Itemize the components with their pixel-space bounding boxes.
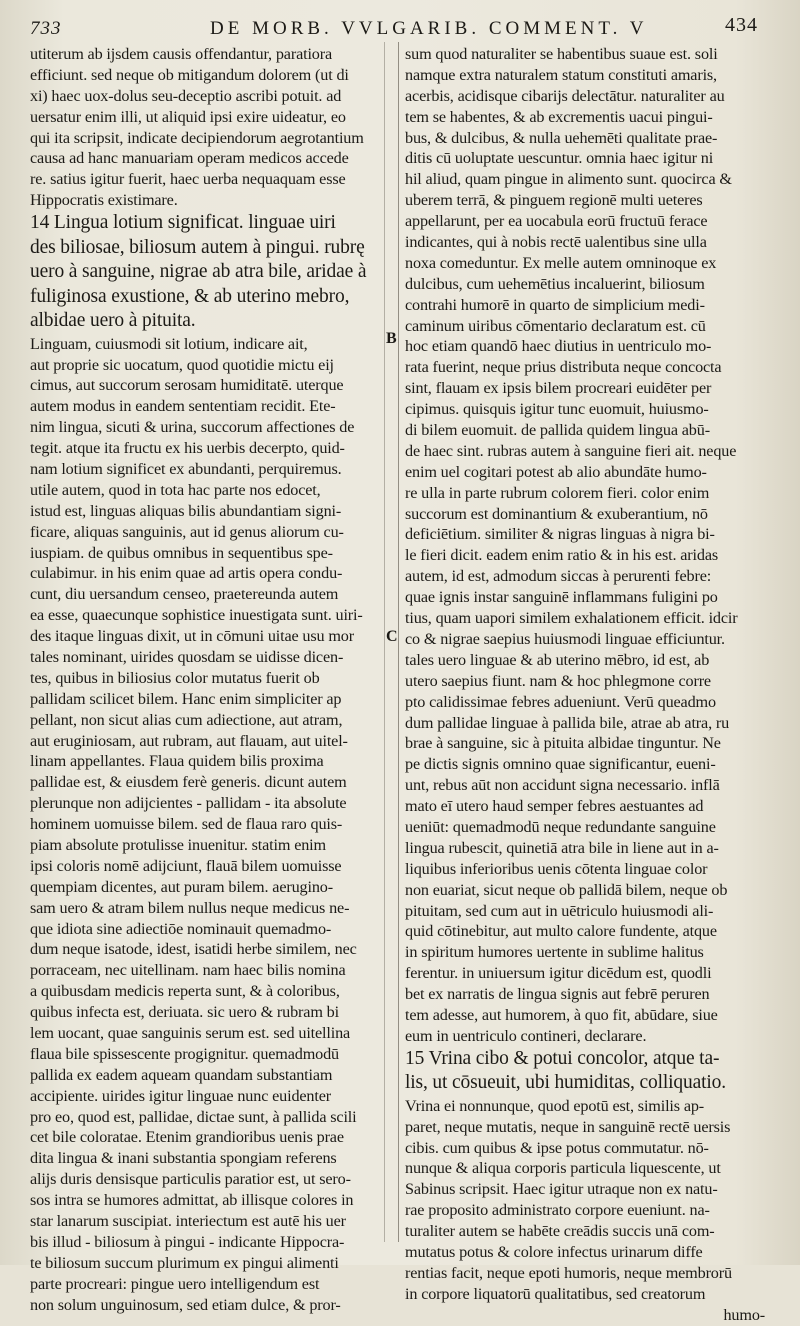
- text-line: paret, neque mutatis, neque in sanguinē rectē uersis: [405, 1117, 731, 1136]
- text-line: nam lotium significet ex abundanti, perquiremus.: [30, 459, 342, 478]
- text-line: aut proprie sic uocatum, quod quotidie mictu eij: [30, 355, 334, 374]
- text-line: albidae uero à pituita.: [30, 310, 196, 332]
- text-line: sum quod naturaliter se habentibus suaue est. soli: [405, 45, 718, 63]
- text-line: hoc etiam quandō haec diutius in uentriculo mo-: [405, 337, 712, 356]
- text-line: humo-: [723, 1305, 765, 1324]
- running-title: DE MORB. VVLGARIB. COMMENT. V: [210, 18, 648, 39]
- text-line: dita lingua & inani substantia spongiam referens: [30, 1149, 337, 1168]
- text-line: Hippocratis existimare.: [30, 191, 178, 210]
- text-line: a quibusdam medicis reperta sunt, & à coloribus,: [30, 982, 340, 1001]
- text-line: plerunque non adijcientes - pallidam - ita absolute: [30, 794, 347, 813]
- text-line: quibus infecta est, deriuata. sic uero & rubram bi: [30, 1003, 339, 1022]
- text-line: appellarunt, per ea uocabula eorū fructuū ferace: [405, 212, 708, 231]
- text-line: piam absolute protulisse inuenitur. statim enim: [30, 836, 326, 854]
- text-line: que idiota sine adiectiōe nominauit quemadmo-: [30, 919, 332, 938]
- text-line: noxa comeduntur. Ex melle autem omninoque ex: [405, 253, 717, 272]
- text-line: dum pallidae linguae à pallida bile, atrae ab atra, ru: [405, 713, 730, 732]
- column-rule-right: [398, 42, 399, 1242]
- text-line: porraceam, nec uitellinam. nam haec bilis nomina: [30, 961, 346, 980]
- text-line: nim lingua, sicuti & urina, succorum affectiones de: [30, 418, 355, 437]
- text-line: Sabinus scripsit. Haec igitur utraque non ex natu-: [405, 1180, 718, 1199]
- text-line: star lanarum suscipiat. interiectum est autē his uer: [30, 1212, 346, 1231]
- text-line: pallidae est, & eiusdem ferè generis. dicunt autem: [30, 773, 347, 792]
- text-line: bus, & dulcibus, & nulla uehemēti qualitate prae-: [405, 128, 718, 147]
- text-line: rentias facit, neque epoti humoris, neque membrorū: [405, 1263, 732, 1282]
- text-line: bis illud - biliosum à pingui - indicante Hippocra-: [30, 1232, 345, 1251]
- text-line: ipsi coloris nomē adijciunt, flauā bilem uomuisse: [30, 856, 342, 875]
- text-line: sos intra se humores admittat, ab illisque colores in: [30, 1191, 354, 1210]
- text-line: des itaque linguas dixit, ut in cōmuni uitae usu mor: [30, 627, 354, 646]
- text-line: brae à sanguine, sic à pituita albidae tinguntur. Ne: [405, 734, 721, 753]
- page-header: [30, 8, 780, 38]
- text-line: non solum unguinosum, sed etiam dulce, & pror-: [30, 1295, 341, 1314]
- text-line: lis, ut cōsueuit, ubi humiditas, colliquatio.: [405, 1072, 726, 1094]
- text-line: parte procreari: pingue uero intelligendum est: [30, 1274, 320, 1293]
- text-line: deficiētium. similiter & nigras linguas à nigra bi-: [405, 525, 715, 544]
- text-line: autem, id est, admodum siccas à perurenti febre:: [405, 567, 712, 586]
- text-line: enim uel cogitari potest ab alio abundāte humo-: [405, 462, 707, 481]
- text-line: ueniūt: quemadmodū neque redundante sanguine: [405, 817, 716, 836]
- text-line: succorum est dominantium & exuberantium, nō: [405, 504, 708, 523]
- folio-number-right: 434: [725, 14, 758, 36]
- text-line: tem se habentes, & ab excrementis uacui pingui-: [405, 107, 713, 126]
- text-line: rata fuerint, neque prius distributa neque concocta: [405, 358, 722, 377]
- text-line: tegit. atque ita fructu ex his uerbis decerpto, quid-: [30, 439, 345, 458]
- text-line: di bilem euomuit. de pallida quidem lingua abū-: [405, 421, 710, 440]
- text-line: ficare, aliquas sanguinis, aut id genus aliorum cu-: [30, 522, 344, 541]
- text-line: uberem terrā, & pinguem regionē multi ueteres: [405, 191, 703, 210]
- text-line: pro eo, quod est, pallidae, dictae sunt, à pallida scili: [30, 1107, 357, 1126]
- text-line: 14 Lingua lotium significat. linguae uiri: [30, 212, 336, 234]
- text-line: le fieri dicit. eadem enim ratio & in his est. aridas: [405, 546, 719, 565]
- text-line: pallidam scilicet bilem. Hanc enim simpliciter ap: [30, 689, 342, 708]
- text-line: culabimur. in his enim quae ad artis opera condu-: [30, 564, 343, 583]
- text-line: te biliosum succum plurimum ex pingui alimenti: [30, 1253, 339, 1272]
- text-line: pe dictis signis omnino quae significantur, eueni-: [405, 755, 716, 774]
- text-line: unt, rebus aūt non accidunt signa necessario. inflā: [405, 776, 720, 795]
- text-line: pallida ex eadem aqueam quandam substantiam: [30, 1065, 333, 1084]
- text-line: fuliginosa exustione, & ab uterino mebro,: [30, 285, 350, 307]
- text-line: turaliter autem se habēte creādis succis unā com-: [405, 1222, 715, 1241]
- text-line: non euariat, sicut neque ob pallidā bilem, neque ob: [405, 880, 728, 899]
- text-line: autem modus in eandem sententiam recidit. Ete-: [30, 397, 336, 416]
- text-line: cimus, aut succorum serosam humiditatē. uterque: [30, 376, 344, 395]
- text-line: ferentur. in uniuersum igitur dicēdum est, quodli: [405, 964, 712, 983]
- text-line: re ulla in parte rubrum colorem fieri. color enim: [405, 483, 710, 502]
- text-line: namque extra naturalem statum constituti amaris,: [405, 65, 717, 84]
- text-line: hominem uomuisse bilem. sed de flaua raro quis-: [30, 815, 343, 834]
- text-line: Linguam, cuiusmodi sit lotium, indicare ait,: [30, 334, 308, 353]
- text-line: aut eruginiosam, aut rubram, aut flauam, aut uitel-: [30, 731, 348, 750]
- text-line: causa ad hanc manuariam operam medicos accede: [30, 149, 349, 168]
- text-line: bet ex narratis de lingua signis aut febrē peruren: [405, 985, 710, 1004]
- text-line: tius, quam uapori similem exhalationem efficit. idcir: [405, 609, 738, 628]
- text-line: sam uero & atram bilem nullus neque medicus ne-: [30, 898, 350, 917]
- folio-number-left: 733: [30, 18, 62, 39]
- text-line: eum in uentriculo contineri, declarare.: [405, 1026, 647, 1045]
- text-line: alijs duris densisque particulis paratior est, ut sero-: [30, 1170, 351, 1189]
- text-line: ea esse, quaecunque sophistice inuestigata sunt. uiri-: [30, 606, 363, 625]
- column-rule-left: [384, 42, 385, 1242]
- text-line: nunque & aliqua corporis particula liquescente, ut: [405, 1159, 721, 1178]
- text-line: mato eī utero haud semper febres aestuantes ad: [405, 797, 704, 816]
- text-line: quid cōtinebitur, aut multo calore fundente, atque: [405, 922, 717, 941]
- text-line: in spiritum humores uertente in sublime halitus: [405, 943, 704, 962]
- text-line: cet bile coloratae. Etenim grandioribus uenis prae: [30, 1128, 344, 1147]
- text-line: uersatur enim illi, ut aliquid ipsi exire uideatur, eo: [30, 107, 346, 126]
- text-line: flaua bile spissescente progignitur. quemadmodū: [30, 1044, 339, 1063]
- text-line: cunt, diu uersandum censeo, praetereunda autem: [30, 585, 339, 604]
- margin-letter-b: B: [386, 330, 397, 347]
- text-line: utero saepius fiunt. nam & hoc phlegmone corre: [405, 671, 711, 690]
- text-line: hil aliud, quam pingue in alimento sunt. quocirca &: [405, 170, 732, 189]
- text-line: quae ignis instar sanguinē inflammans fuligini po: [405, 588, 718, 607]
- text-line: Vrina ei nonnunque, quod epotū est, similis ap-: [405, 1096, 705, 1115]
- text-line: sint, flauam ex ipsis bilem procreari euidēter per: [405, 379, 712, 398]
- text-line: efficiunt. sed neque ob mitigandum dolorem (ut di: [30, 65, 349, 84]
- text-line: quempiam dicentes, aut puram bilem. aerugino-: [30, 877, 333, 896]
- text-line: pto calidissimae febres adueniunt. Verū queadmo: [405, 692, 716, 711]
- text-line: mutatus potus & colore infectus urinarum diffe: [405, 1242, 703, 1261]
- text-column-right: [405, 44, 765, 1326]
- text-line: qui ita scripsit, indicate decipiendorum aegrotantium: [30, 128, 364, 147]
- text-line: lem uocant, quae sanguinis serum est. sed uitellina: [30, 1024, 351, 1043]
- text-line: pituitam, sed cum aut in uētriculo huiusmodi ali-: [405, 901, 714, 920]
- text-line: caminum uiribus cōmentario declaratum est. cū: [405, 316, 706, 335]
- text-line: indicantes, qui à nobis rectē ualentibus sine ulla: [405, 233, 707, 252]
- text-line: rae proposito administrato corpore eueniunt. na-: [405, 1201, 710, 1220]
- text-line: tes, quibus in biliosius color mutatus fuerit ob: [30, 668, 320, 687]
- text-line: acerbis, acidisque cibarijs delectātur. naturaliter au: [405, 86, 725, 105]
- text-line: ditis cū uoluptate uescuntur. omnia haec igitur ni: [405, 149, 714, 168]
- text-line: utile autem, quod in tota hac parte nos edocet,: [30, 480, 321, 499]
- text-line: lingua rubescit, quinetiā atra bile in liene aut in a-: [405, 838, 719, 857]
- text-line: 15 Vrina cibo & potui concolor, atque ta-: [405, 1047, 720, 1069]
- text-line: iuspiam. de quibus omnibus in sequentibus spe-: [30, 543, 333, 562]
- text-line: xi) haec uox-dolus seu-deceptio ascribi potuit. ad: [30, 86, 342, 105]
- text-line: liquibus inferioribus uenis cōtenta linguae color: [405, 859, 708, 878]
- text-line: re. satius igitur fuerit, haec uerba nequaquam esse: [30, 170, 346, 189]
- margin-letter-c: C: [386, 628, 398, 645]
- text-line: dum neque isatode, idest, isatidi herbe similem, nec: [30, 940, 357, 959]
- text-line: in corpore liquatorū qualitatibus, sed creatorum: [405, 1284, 706, 1303]
- text-line: contrahi humorē in quarto de simplicium medi-: [405, 295, 705, 314]
- text-line: linam appellantes. Flaua quidem bilis proxima: [30, 752, 324, 771]
- text-line: istud est, linguas aliquas bilis abundantiam signi-: [30, 501, 342, 520]
- text-line: pellant, non sicut alias cum adiectione, aut atram,: [30, 710, 343, 729]
- text-line: tem adesse, aut humorem, à quo fit, abūdare, siue: [405, 1005, 718, 1024]
- text-line: co & nigrae saepius huiusmodi linguae efficiuntur.: [405, 629, 725, 648]
- text-line: uero à sanguine, nigrae ab atra bile, aridae à: [30, 261, 367, 283]
- text-line: cipimus. quisquis igitur tunc euomuit, huiusmo-: [405, 400, 709, 419]
- text-line: tales uero linguae & ab uterino mēbro, id est, ab: [405, 650, 710, 669]
- text-line: accipiente. uirides igitur linguae nunc euidenter: [30, 1086, 331, 1105]
- text-column-left: [30, 44, 382, 1315]
- text-line: dulcibus, cum uehemētius incaluerint, biliosum: [405, 274, 705, 293]
- text-line: tales nominant, uirides quosdam se uidisse dicen-: [30, 647, 344, 666]
- text-line: utiterum ab ijsdem causis offendantur, paratiora: [30, 45, 333, 63]
- text-line: des biliosae, biliosum autem à pingui. rubrę: [30, 236, 365, 258]
- text-line: de haec sint. rubras autem à sanguine fieri ait. neque: [405, 441, 737, 460]
- text-line: cibis. cum quibus & ipse potus commutatur. nō-: [405, 1138, 709, 1157]
